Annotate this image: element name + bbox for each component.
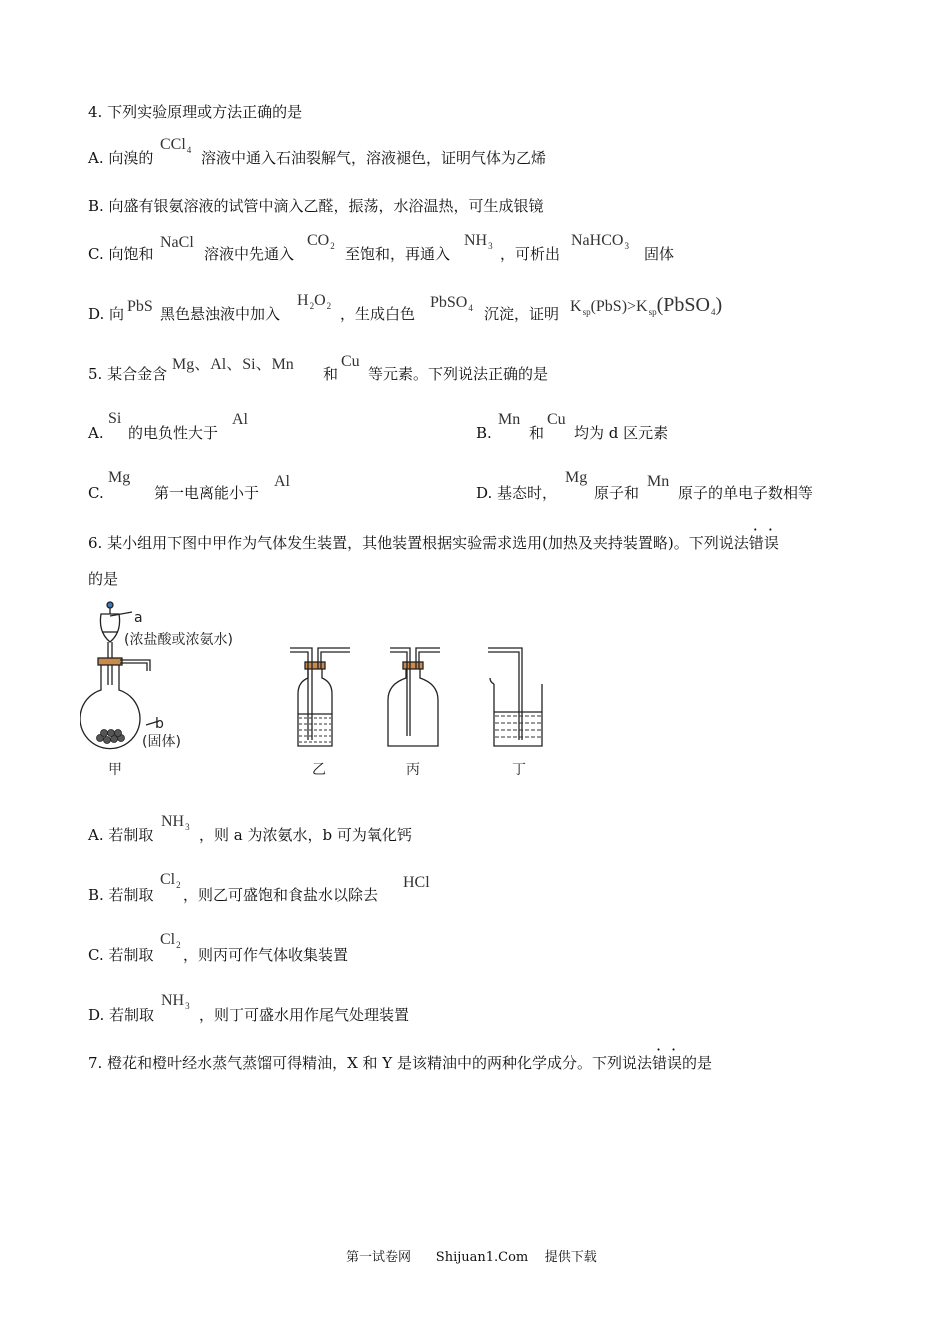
fig-label-yi: 乙 — [312, 762, 326, 778]
q5-d-t2: 原子的单电子数相等 — [678, 484, 814, 502]
q6-b-f2: HCl — [403, 874, 430, 891]
fig-label-ding: 丁 — [512, 762, 526, 778]
q6-c-t2: ，则丙可作气体收集装置 — [183, 946, 349, 964]
q4-option-a-label: A. 向溴的 — [88, 149, 154, 167]
q6-c-t1: C. 若制取 — [88, 946, 154, 964]
q4-stem: 4. 下列实验原理或方法正确的是 — [88, 103, 303, 121]
q4-option-a-text: 溶液中通入石油裂解气，溶液褪色，证明气体为乙烯 — [201, 149, 547, 167]
q5-f2: Cu — [341, 353, 360, 370]
q4-c-t1: C. 向饱和 — [88, 245, 154, 263]
q6-apparatus-figure — [80, 600, 560, 785]
q5-d-t1: 原子和 — [594, 484, 640, 502]
q4-a-formula: CCl$_4$ — [160, 136, 192, 155]
q4-d-f2: $H_2O_2$ — [297, 292, 332, 311]
q5-c-text: 第一电离能小于 — [154, 484, 260, 502]
fig-label-a: a — [134, 610, 143, 626]
q5-b-t2: 均为 d 区元素 — [574, 424, 669, 442]
q4-c-t3: 至饱和，再通入 — [345, 245, 451, 263]
q6-a-t2: ，则 a 为浓氨水，b 可为氧化钙 — [199, 826, 412, 844]
fig-label-jia: 甲 — [108, 762, 122, 778]
q5-c-f2: Al — [274, 473, 290, 490]
q6-a-f1: $NH_3$ — [161, 813, 190, 832]
q6-b-t1: B. 若制取 — [88, 886, 154, 904]
q4-c-f1: NaCl — [160, 234, 194, 251]
q5-b-f2: Cu — [547, 411, 566, 428]
q5-c-f1: Mg — [108, 469, 131, 486]
q6-d-t1: D. 若制取 — [88, 1006, 155, 1024]
q5-b-t1: 和 — [529, 424, 545, 442]
q5-a-text: 的电负性大于 — [128, 424, 219, 442]
q4-d-t1: D. 向 — [88, 305, 125, 323]
q5-b-f1: Mn — [498, 411, 521, 428]
q5-d-f1: Mg — [565, 469, 588, 486]
q5-a-f2: Al — [232, 411, 248, 428]
fig-label-a-desc: (浓盐酸或浓氨水) — [124, 632, 233, 648]
q6-stem-line1: 6. 某小组用下图中甲作为气体发生装置，其他装置根据实验需求选用(加热及夹持装置略)。下列说法错误 — [88, 534, 779, 552]
q6-b-f1: $Cl_2$ — [160, 871, 181, 890]
q4-d-t2: 黑色悬浊液中加入 — [160, 305, 281, 323]
q5-d-label: D. 基态时， — [476, 484, 558, 502]
q4-option-b: B. 向盛有银氨溶液的试管中滴入乙醛，振荡，水浴温热，可生成银镜 — [88, 197, 544, 215]
q4-d-f1: PbS — [127, 298, 153, 315]
q5-d-f2: Mn — [647, 473, 670, 490]
q5-t2: 和 — [323, 365, 339, 383]
q5-b-label: B. — [476, 424, 492, 442]
fig-label-bing: 丙 — [406, 762, 420, 778]
q4-d-t4: 沉淀，证明 — [484, 305, 560, 323]
q6-a-t1: A. 若制取 — [88, 826, 154, 844]
q5-elements: Mg、Al、Si、Mn — [172, 356, 294, 373]
fig-label-b: b — [155, 716, 164, 732]
page-footer: 第一试卷网 Shijuan1.Com 提供下载 — [346, 1250, 597, 1265]
q5-t3: 等元素。下列说法正确的是 — [368, 365, 549, 383]
q7-stem: 7. 橙花和橙叶经水蒸气蒸馏可得精油，X 和 Y 是该精油中的两种化学成分。下列说法错误的是 — [88, 1054, 713, 1072]
q5-a-label: A. — [88, 424, 104, 442]
q4-c-f2: $CO_2$ — [307, 232, 335, 251]
q4-c-f3: $NH_3$ — [464, 232, 493, 251]
q4-c-t2: 溶液中先通入 — [204, 245, 295, 263]
fig-label-b-desc: (固体) — [142, 734, 181, 750]
q4-d-ksp-expression: $K_{sp}(PbS)>K_{sp}(PbSO_4)$ — [570, 294, 723, 317]
q5-a-f1: Si — [108, 410, 122, 427]
q4-c-t4: ，可析出 — [500, 245, 561, 263]
q5-c-label: C. — [88, 484, 104, 502]
q6-b-t2: ，则乙可盛饱和食盐水以除去 — [183, 886, 379, 904]
q4-d-f3: PbSO$_4$ — [430, 294, 473, 313]
q4-d-t3: ，生成白色 — [340, 305, 416, 323]
q4-c-f4: NaHCO$_3$ — [571, 232, 629, 251]
q6-stem-line2: 的是 — [88, 570, 119, 588]
q5-t1: 5. 某合金含 — [88, 365, 168, 383]
q4-c-t5: 固体 — [644, 245, 675, 263]
q6-d-f1: $NH_3$ — [161, 992, 190, 1011]
q6-c-f1: $Cl_2$ — [160, 931, 181, 950]
q6-d-t2: ，则丁可盛水用作尾气处理装置 — [199, 1006, 410, 1024]
